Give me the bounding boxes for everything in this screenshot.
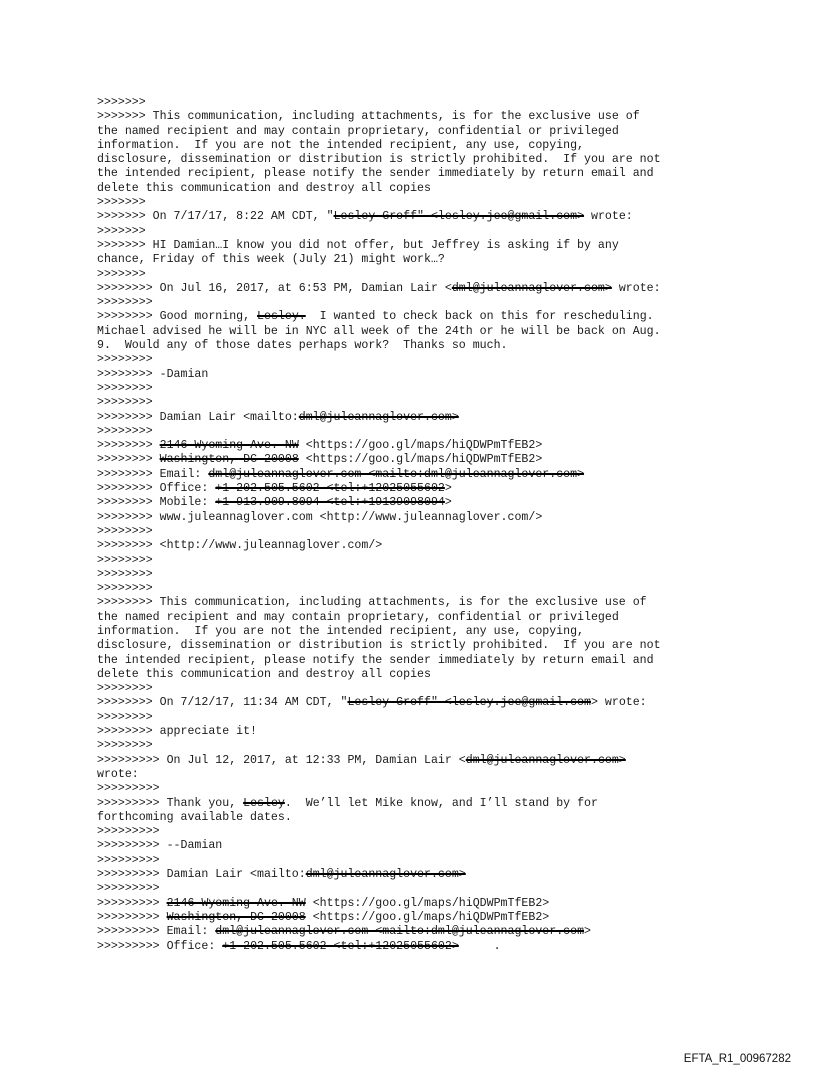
text-line [97, 940, 777, 954]
text-line [97, 125, 777, 139]
text-line [97, 568, 777, 582]
text-segment: 9. Would any of those dates perhaps work? Thanks so much. [97, 339, 508, 353]
text-segment: >>>>>>>> Office: [97, 482, 216, 496]
text-segment: disclosure, dissemination or distribution is strictly prohibited. If you are not [97, 639, 661, 653]
text-segment: the intended recipient, please notify the sender immediately by return email and [97, 167, 654, 181]
redacted-text: dml@juleannaglover.com> [305, 868, 466, 882]
text-segment: >>>>>>>> [97, 453, 160, 467]
text-line [97, 911, 777, 925]
text-segment: >>>>>>>>> Email: [97, 925, 216, 939]
text-segment: >>>>>>>> [97, 682, 153, 696]
redacted-text: Lesley [243, 796, 285, 810]
text-line [97, 339, 777, 353]
text-line [97, 839, 777, 853]
text-line [97, 368, 777, 382]
text-segment: >>>>>>>>> [97, 853, 160, 867]
text-line [97, 182, 777, 196]
text-segment: >>>>>>>>> --Damian [97, 839, 223, 853]
text-segment: I wanted to check back on this for rescheduling. [305, 310, 654, 324]
text-segment: >>>>>>>> [97, 567, 153, 581]
text-segment: wrote: [584, 210, 633, 224]
text-line [97, 882, 777, 896]
text-line [97, 525, 777, 539]
text-segment: >>>>>>> [97, 224, 146, 238]
text-segment: <https://goo.gl/maps/hiQDWPmTfEB2> [305, 896, 550, 910]
text-segment: >>>>>>>> [97, 439, 160, 453]
text-segment: >>>>>>>> [97, 424, 153, 438]
text-line [97, 196, 777, 210]
text-segment: >>>>>>>> Damian Lair <mailto: [97, 410, 299, 424]
text-segment: disclosure, dissemination or distribution is strictly prohibited. If you are not [97, 153, 661, 167]
text-line [97, 453, 777, 467]
text-line [97, 310, 777, 324]
text-line [97, 725, 777, 739]
text-line [97, 325, 777, 339]
text-line [97, 739, 777, 753]
text-segment: >>>>>>>>> [97, 782, 160, 796]
redacted-text: dml@juleannaglover.com> [451, 281, 612, 295]
text-segment: >>>>>>>> Email: [97, 467, 209, 481]
text-segment: >>>>>>> [97, 96, 146, 109]
text-line [97, 268, 777, 282]
redacted-text: dml@juleannaglover.com <mailto:dml@juleannaglover.com> [208, 467, 585, 481]
text-segment: . We’ll let Mike know, and I’ll stand by for [284, 796, 598, 810]
text-segment: >>>>>>>> [97, 396, 153, 410]
text-segment: forthcoming available dates. [97, 810, 292, 824]
text-line [97, 711, 777, 725]
text-segment: > [444, 496, 452, 510]
email-thread-text [97, 96, 777, 954]
redacted-text: 2146 Wyoming Ave. NW [166, 896, 306, 910]
text-segment: >>>>>>> HI Damian…I know you did not offer, but Jeffrey is asking if by any [97, 238, 619, 252]
text-segment: >>>>>>>> On Jul 16, 2017, at 6:53 PM, Damian Lair < [97, 281, 452, 295]
text-segment: >>>>>>>> [97, 739, 153, 753]
text-line [97, 668, 777, 682]
text-segment: Michael advised he will be in NYC all week of the 24th or he will be back on Aug. [97, 324, 661, 338]
text-segment: the intended recipient, please notify the sender immediately by return email and [97, 653, 654, 667]
text-line [97, 654, 777, 668]
redacted-text: +1 202.505.5602 <tel:+12025055602> [222, 939, 459, 953]
text-segment: delete this communication and destroy all copies [97, 667, 431, 681]
text-line [97, 811, 777, 825]
text-line [97, 539, 777, 553]
redacted-text: Washington, DC 20008 [159, 453, 299, 467]
text-segment: >>>>>>>> Mobile: [97, 496, 216, 510]
text-segment: >>>>>>> This communication, including attachments, is for the exclusive use of [97, 110, 640, 124]
redacted-text: 2146 Wyoming Ave. NW [159, 439, 299, 453]
redacted-text: Lesley. [257, 310, 306, 324]
text-line [97, 382, 777, 396]
text-segment: >>>>>>>> [97, 296, 153, 310]
text-segment: >>>>>>> [97, 267, 146, 281]
redacted-text: dml@juleannaglover.com> [298, 410, 459, 424]
text-segment: >>>>>>>> Good morning, [97, 310, 258, 324]
text-segment: > [444, 482, 452, 496]
text-segment: >>>>>>>> [97, 710, 153, 724]
text-line [97, 439, 777, 453]
text-line [97, 797, 777, 811]
redacted-text: Lesley Groff" <lesley.jee@gmail.com> [333, 210, 585, 224]
text-line [97, 825, 777, 839]
text-segment: >>>>>>>> [97, 353, 153, 367]
text-line [97, 253, 777, 267]
text-line [97, 868, 777, 882]
text-line [97, 611, 777, 625]
text-line [97, 110, 777, 124]
text-line [97, 96, 777, 110]
text-segment: <https://goo.gl/maps/hiQDWPmTfEB2> [298, 439, 543, 453]
text-line [97, 854, 777, 868]
text-segment: > wrote: [590, 696, 647, 710]
text-segment: >>>>>>> On 7/17/17, 8:22 AM CDT, " [97, 210, 334, 224]
text-segment: delete this communication and destroy all copies [97, 181, 431, 195]
text-segment: information. If you are not the intended recipient, any use, copying, [97, 624, 585, 638]
text-line [97, 425, 777, 439]
text-segment: <https://goo.gl/maps/hiQDWPmTfEB2> [298, 453, 543, 467]
text-line [97, 296, 777, 310]
text-segment: >>>>>>>> appreciate it! [97, 725, 258, 739]
text-segment: chance, Friday of this week (July 21) might work…? [97, 253, 445, 267]
text-line [97, 782, 777, 796]
text-line [97, 696, 777, 710]
text-line [97, 511, 777, 525]
text-segment: >>>>>>>>> [97, 896, 167, 910]
redacted-text: dml@juleannaglover.com <mailto:dml@juleannaglover.com [215, 925, 585, 939]
text-segment: >>>>>>>> <http://www.juleannaglover.com/> [97, 539, 383, 553]
text-segment: >>>>>>> [97, 196, 146, 210]
text-line [97, 468, 777, 482]
text-line [97, 239, 777, 253]
text-line [97, 925, 777, 939]
text-line [97, 396, 777, 410]
text-segment: >>>>>>>>> [97, 825, 160, 839]
redacted-text: dml@juleannaglover.com> [465, 753, 626, 767]
text-line [97, 768, 777, 782]
text-line [97, 897, 777, 911]
document-id-footer: EFTA_R1_00967282 [683, 1053, 791, 1065]
text-segment: wrote: [97, 767, 139, 781]
text-line [97, 682, 777, 696]
text-line [97, 411, 777, 425]
text-segment: >>>>>>>>> Office: [97, 939, 223, 953]
redacted-text: Washington, DC 20008 [166, 910, 306, 924]
text-segment: >>>>>>>> www.juleannaglover.com <http://www.juleannaglover.com/> [97, 510, 543, 524]
text-segment: >>>>>>>> [97, 582, 153, 596]
text-segment: >>>>>>>> -Damian [97, 367, 209, 381]
text-segment: information. If you are not the intended recipient, any use, copying, [97, 138, 585, 152]
text-segment: >>>>>>>> [97, 553, 153, 567]
text-segment: >>>>>>>> [97, 381, 153, 395]
text-line [97, 210, 777, 224]
redacted-text: +1 202.505.5602 <tel:+12025055602 [215, 482, 445, 496]
text-line [97, 496, 777, 510]
text-segment: the named recipient and may contain proprietary, confidential or privileged [97, 610, 619, 624]
text-segment: wrote: [611, 281, 661, 295]
redacted-text: +1 913.909.8094 <tel:+19139098094 [215, 496, 445, 510]
text-segment: >>>>>>>>> On Jul 12, 2017, at 12:33 PM, Damian Lair < [97, 753, 466, 767]
text-segment: >>>>>>>>> [97, 882, 160, 896]
text-segment: >>>>>>>> [97, 524, 153, 538]
text-segment: <https://goo.gl/maps/hiQDWPmTfEB2> [305, 910, 550, 924]
text-line [97, 554, 777, 568]
text-line [97, 282, 777, 296]
text-segment: > [584, 925, 591, 939]
text-line [97, 353, 777, 367]
text-line [97, 139, 777, 153]
text-segment: >>>>>>>> This communication, including attachments, is for the exclusive use of [97, 596, 647, 610]
text-line [97, 582, 777, 596]
text-line [97, 625, 777, 639]
text-segment: >>>>>>>> On 7/12/17, 11:34 AM CDT, " [97, 696, 348, 710]
redacted-text: Lesley Groff" <lesley.jee@gmail.com [347, 696, 591, 710]
text-segment: the named recipient and may contain proprietary, confidential or privileged [97, 124, 619, 138]
text-line [97, 639, 777, 653]
text-segment: >>>>>>>>> [97, 910, 167, 924]
text-segment: . [458, 939, 501, 953]
text-line [97, 596, 777, 610]
text-line [97, 754, 777, 768]
text-segment: >>>>>>>>> Damian Lair <mailto: [97, 868, 306, 882]
text-line [97, 482, 777, 496]
text-line [97, 153, 777, 167]
text-line [97, 225, 777, 239]
text-segment: >>>>>>>>> Thank you, [97, 796, 244, 810]
text-line [97, 167, 777, 181]
